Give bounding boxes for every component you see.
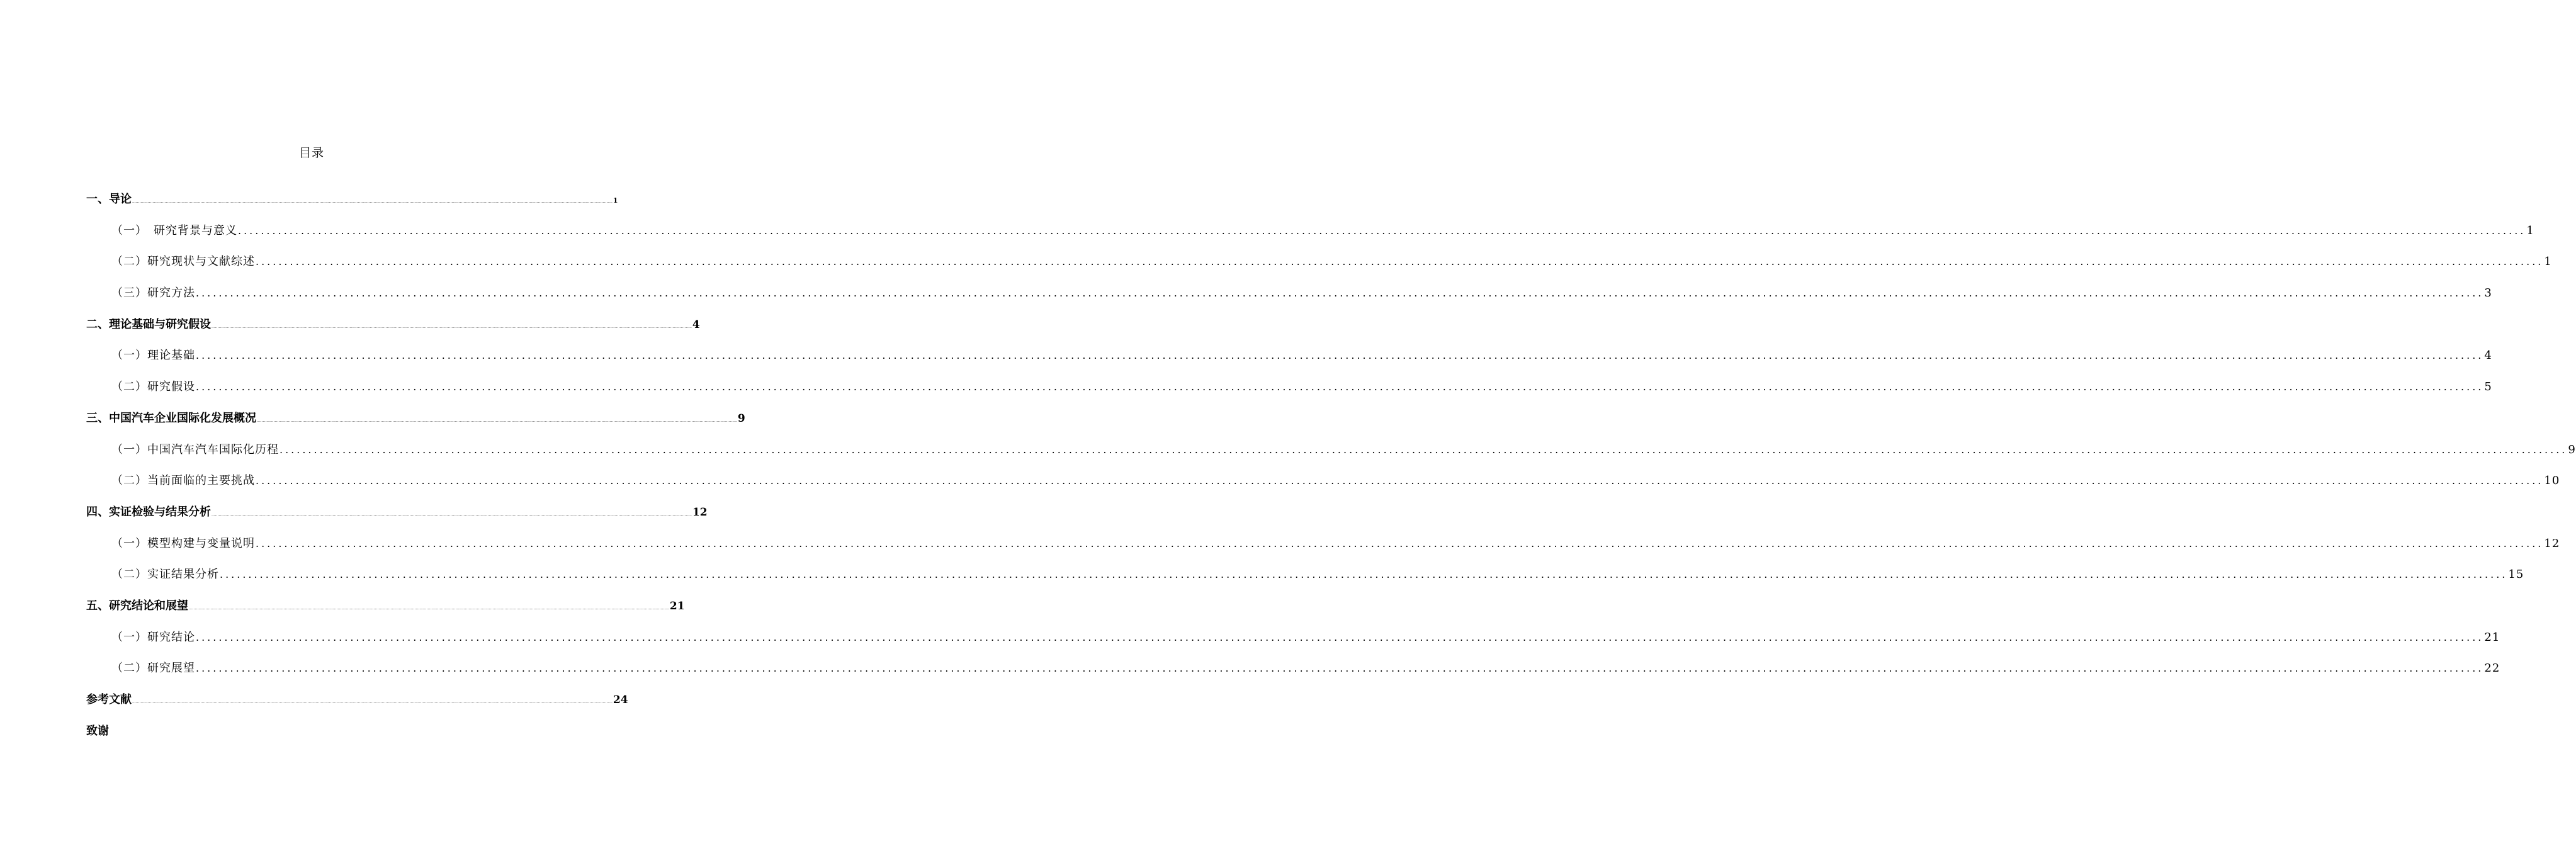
toc-entry[interactable] [86,721,535,752]
toc-entry[interactable] [86,658,2500,689]
toc-page-number: 21 [2484,630,2500,644]
toc-entry-text: （三）研究方法 [111,286,195,300]
toc-page-number: 1 [2526,223,2534,237]
toc-entry[interactable] [86,627,2500,658]
toc-page-number: 4 [2484,349,2492,363]
toc-entry[interactable] [86,220,2534,252]
dot-leader: ................................................................................................................................................................................................................................................................................................................................................................................................................ [196,381,2484,393]
dot-leader: ................................................................................................................................................................................................................................................................................................................................................................................................................ [196,349,2484,362]
dot-leader: ................................................................................................................................................................................................................................................................................................................................................................................................................ [212,512,692,517]
toc-entry-text: 三、中国汽车企业国际化发展概况 [86,411,256,425]
dot-leader: ................................................................................................................................................................................................................................................................................................................................................................................................................ [238,224,2526,237]
toc-entry-text: （二）研究假设 [111,380,195,394]
dot-leader: ................................................................................................................................................................................................................................................................................................................................................................................................................ [189,606,669,611]
toc-page-number: 21 [669,599,685,612]
dot-leader: ................................................................................................................................................................................................................................................................................................................................................................................................................ [196,631,2484,643]
toc-entry[interactable] [86,470,2560,502]
toc-entry[interactable] [86,283,2492,314]
dot-leader: ................................................................................................................................................................................................................................................................................................................................................................................................................ [220,568,2508,581]
toc-entry[interactable] [86,564,2524,595]
toc-entry-text: （一）中国汽车汽车国际化历程 [111,443,279,456]
toc-entry[interactable] [86,251,2552,283]
toc-page-number: 9 [737,412,745,425]
dot-leader: ................................................................................................................................................................................................................................................................................................................................................................................................................ [256,537,2544,550]
toc-entry[interactable] [86,345,2492,376]
toc-entry-text: （一）研究结论 [111,630,195,644]
toc-entry-text: 参考文献 [86,693,132,706]
toc-title: 目录 [298,146,324,160]
toc-page-number: 5 [2484,380,2492,394]
dot-leader: ................................................................................................................................................................................................................................................................................................................................................................................................................ [196,287,2484,300]
toc-page-number: 12 [2544,536,2560,550]
toc-page-number: 15 [2508,568,2524,582]
toc-entry[interactable] [86,314,700,346]
toc-entry-text: 二、理论基础与研究假设 [86,317,211,331]
toc-page-number: 10 [2544,474,2560,488]
toc-entry[interactable] [86,408,745,439]
dot-leader: ................................................................................................................................................................................................................................................................................................................................................................................................................ [196,662,2484,675]
toc-entry[interactable] [86,595,685,627]
toc-entry-text: （一）理论基础 [111,349,195,363]
toc-entry[interactable] [86,502,708,533]
toc-entry[interactable] [86,439,2576,471]
toc-entry-text: 四、实证检验与结果分析 [86,505,211,519]
toc-entry-text: （二）当前面临的主要挑战 [111,474,255,488]
toc-page-number: 3 [2484,286,2492,300]
toc-entry-text: 致谢 [86,724,109,738]
dot-leader: ................................................................................................................................................................................................................................................................................................................................................................................................................ [132,700,613,704]
dot-leader: ................................................................................................................................................................................................................................................................................................................................................................................................................ [257,418,737,423]
dot-leader: ................................................................................................................................................................................................................................................................................................................................................................................................................ [280,443,2568,456]
toc-entry[interactable] [86,533,2560,565]
toc-entry[interactable] [86,189,618,220]
toc-page-number: 4 [692,318,700,331]
toc-entry-text: 五、研究结论和展望 [86,599,188,612]
table-of-contents [86,189,2576,752]
dot-leader: ................................................................................................................................................................................................................................................................................................................................................................................................................ [256,475,2544,487]
toc-entry-text: 一、导论 [86,193,132,206]
toc-page-number: 24 [613,694,628,706]
dot-leader: ................................................................................................................................................................................................................................................................................................................................................................................................................ [256,256,2544,268]
toc-entry-text: （一）模型构建与变量说明 [111,536,255,550]
toc-page-number: 9 [2568,443,2576,456]
toc-page-number: 1 [2544,255,2552,269]
toc-entry[interactable] [86,376,2492,408]
dot-leader: ................................................................................................................................................................................................................................................................................................................................................................................................................ [212,324,692,329]
toc-page-number: 1 [613,196,618,205]
toc-entry-text: （二）研究展望 [111,662,195,675]
toc-entry-text: （二）实证结果分析 [111,568,219,582]
toc-entry-text: （一） 研究背景与意义 [111,223,237,237]
toc-page-number: 22 [2484,662,2500,675]
toc-entry-text: （二）研究现状与文献综述 [111,255,255,269]
dot-leader: ................................................................................................................................................................................................................................................................................................................................................................................................................ [132,200,613,204]
toc-entry[interactable] [86,689,628,721]
toc-page-number: 12 [692,505,708,519]
